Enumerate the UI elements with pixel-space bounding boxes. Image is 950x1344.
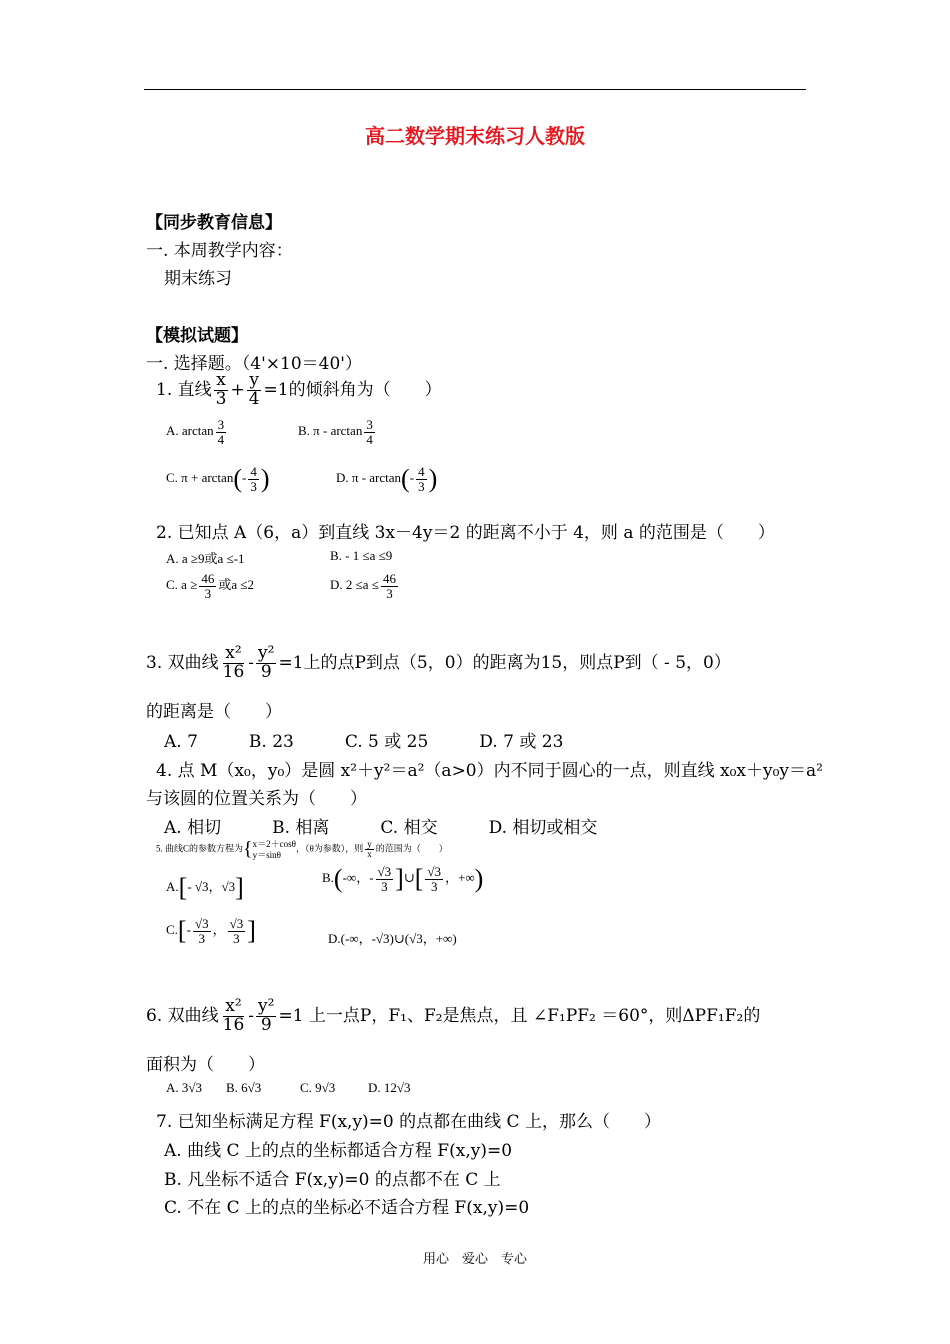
question-1-option-d: D. π - arctan(- $\frac{4}{3}$ ) <box>336 463 438 494</box>
question-4-stem: 4. 点 M（x₀，y₀）是圆 x²＋y²＝a²（a>0）内不同于圆心的一点，则直线 x₀x＋y₀y＝a² <box>156 761 823 781</box>
question-7-option-a: A. 曲线 C 上的点的坐标都适合方程 F(x,y)=0 <box>164 1141 513 1161</box>
question-5-stem: 5. 曲线C的参数方程为{ x＝2＋cosθ y＝sinθ ，（θ为参数），则 $\frac{y}{x}$ 的范围为（ ） <box>156 838 448 860</box>
page-footer: 用心 爱心 专心 <box>422 1252 527 1267</box>
question-1-stem: 1. 直线 $\frac{x}{3}$ + $\frac{y}{4}$ =1的倾斜角为（ ） <box>156 370 442 409</box>
question-3-stem: 3. 双曲线 $\frac{\text{x²}}{16}$ - $\frac{\text{y²}}{9}$ =1上的点P到点（5，0）的距离为15，则点P到（ - 5，0） <box>146 643 731 682</box>
question-6-option-b: B. 6√3 <box>226 1080 262 1095</box>
question-6-option-c: C. 9√3 <box>300 1080 336 1095</box>
question-2-option-c: C. a ≥ $\frac{46}{3}$ 或a ≤2 <box>166 571 254 601</box>
question-2-stem: 2. 已知点 A（6，a）到直线 3x－4y＝2 的距离不小于 4，则 a 的范围是（ ） <box>156 523 775 543</box>
week-content-value: 期末练习 <box>164 269 232 289</box>
section-heading-info: 【同步教育信息】 <box>146 213 282 233</box>
section-heading-exam: 【模拟试题】 <box>146 326 248 346</box>
question-4-options: A. 相切 B. 相离 C. 相交 D. 相切或相交 <box>164 818 598 838</box>
question-5-option-b: B.(-∞，- $\frac{√3}{3}$ ]∪[ $\frac{√3}{3}$ ，+∞) <box>322 863 484 894</box>
header-rule <box>144 89 806 90</box>
question-7-option-c: C. 不在 C 上的点的坐标必不适合方程 F(x,y)=0 <box>164 1198 530 1218</box>
question-6-option-d: D. 12√3 <box>368 1080 411 1095</box>
question-6-stem: 6. 双曲线 $\frac{\text{x²}}{16}$ - $\frac{\text{y²}}{9}$ =1 上一点P，F₁、F₂是焦点，且 ∠F₁PF₂ ＝60°，则ΔPF₁F₂的 <box>146 996 761 1035</box>
question-5-option-c: C.[- $\frac{√3}{3}$ ， $\frac{√3}{3}$ ] <box>166 915 256 946</box>
question-2-option-b: B. - 1 ≤a ≤9 <box>330 548 393 563</box>
question-6-stem-cont: 面积为（ ） <box>146 1055 265 1075</box>
choice-intro: 一. 选择题。（4'×10＝40'） <box>146 354 362 374</box>
question-1-option-b: B. π - arctan $\frac{3}{4}$ <box>298 417 373 447</box>
question-2-option-d: D. 2 ≤a ≤ $\frac{46}{3}$ <box>330 571 396 601</box>
question-7-stem: 7. 已知坐标满足方程 F(x,y)=0 的点都在曲线 C 上，那么（ ） <box>156 1112 661 1132</box>
question-5-option-a: A.[- √3，√3] <box>166 873 244 902</box>
question-1-option-a: A. arctan $\frac{3}{4}$ <box>166 417 225 447</box>
question-5-option-d: D.(-∞，-√3)∪(√3，+∞) <box>328 931 457 946</box>
question-6-option-a: A. 3√3 <box>166 1080 203 1095</box>
question-2-option-a: A. a ≥9或a ≤-1 <box>166 551 245 566</box>
question-7-option-b: B. 凡坐标不适合 F(x,y)=0 的点都不在 C 上 <box>164 1170 501 1190</box>
question-4-stem-cont: 与该圆的位置关系为（ ） <box>146 789 367 809</box>
question-3-stem-cont: 的距离是（ ） <box>146 702 282 722</box>
question-1-option-c: C. π + arctan(- $\frac{4}{3}$ ) <box>166 463 270 494</box>
question-3-options: A. 7 B. 23 C. 5 或 25 D. 7 或 23 <box>164 732 564 752</box>
page-title: 高二数学期末练习人教版 <box>365 124 585 148</box>
week-content-line: 一. 本周教学内容： <box>146 241 293 261</box>
